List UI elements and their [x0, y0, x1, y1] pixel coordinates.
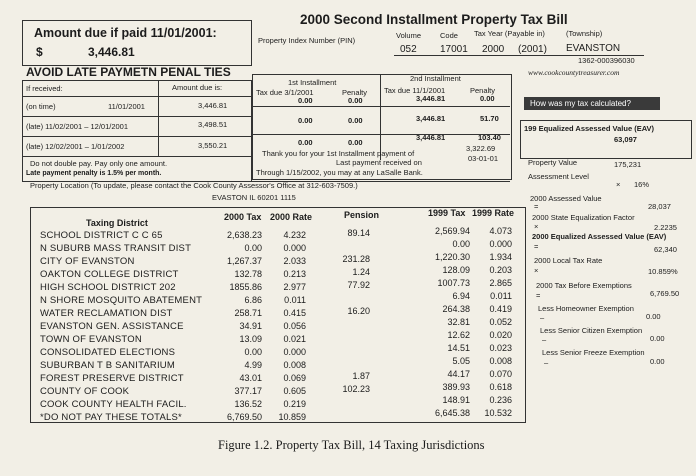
district-value: 32.81 — [447, 317, 470, 327]
inst-cell: 0.00 — [348, 138, 363, 147]
if-received-header: If received: — [26, 84, 63, 93]
equals-symbol: = — [534, 202, 539, 211]
amount-due-header: Amount due is: — [172, 83, 223, 92]
before-exemptions: 6,769.50 — [650, 289, 680, 298]
website-link[interactable]: www.cookcountytreasurer.com — [528, 68, 620, 77]
late-row-date: 11/01/2001 — [108, 102, 145, 111]
property-location-label: Property Location (To update, please contact the Cook County Assessor's Office at 312-603-7509.) — [30, 181, 358, 190]
district-value: 10.859 — [278, 412, 306, 422]
payable-in-value: (2001) — [518, 44, 547, 55]
district-value: 0.415 — [283, 308, 306, 318]
late-row-amount: 3,498.51 — [198, 120, 228, 129]
equals-symbol: = — [534, 242, 539, 251]
district-name: SCHOOL DISTRICT C C 65 — [40, 230, 163, 241]
district-name: HIGH SCHOOL DISTRICT 202 — [40, 282, 176, 293]
volume-value: 052 — [400, 44, 417, 55]
district-value: 0.219 — [283, 399, 306, 409]
avoid-penalties-heading: AVOID LATE PAYMETN PENAL TIES — [26, 65, 231, 79]
district-name: COOK COUNTY HEALTH FACIL. — [40, 399, 187, 410]
late-row-label: (late) 11/02/2001 – 12/01/2001 — [26, 122, 129, 131]
district-value: 89.14 — [347, 228, 370, 238]
eav-1999-label: 199 Equalized Assessed Value (EAV) — [524, 124, 655, 133]
district-value: 0.000 — [283, 347, 306, 357]
amount-due-label: Amount due if paid 11/01/2001: — [34, 26, 217, 40]
district-value: 0.00 — [244, 243, 262, 253]
minus-symbol: – — [540, 313, 545, 322]
district-name: TOWN OF EVANSTON — [40, 334, 142, 345]
local-rate-label: 2000 Local Tax Rate — [534, 256, 603, 265]
district-value: 4.073 — [489, 226, 512, 236]
thanks-line1: Thank you for your 1st Installment payment of — [262, 149, 415, 158]
property-value: 175,231 — [614, 160, 642, 169]
penalty-label: Penalty — [470, 86, 496, 95]
district-value: 0.020 — [489, 330, 512, 340]
district-value: 43.01 — [239, 373, 262, 383]
district-header: Taxing District — [86, 218, 148, 228]
thanks-amount: 3,322.69 — [466, 144, 496, 153]
eav-2000-label: 2000 Equalized Assessed Value (EAV) — [532, 232, 667, 241]
district-value: 2.865 — [489, 278, 512, 288]
times-symbol: × — [616, 180, 621, 189]
district-value: 0.00 — [244, 347, 262, 357]
district-value: 0.236 — [489, 395, 512, 405]
district-value: 4.99 — [244, 360, 262, 370]
thanks-line3: Through 1/15/2002, you may at any LaSalle Bank. — [256, 168, 423, 177]
district-value: 13.09 — [239, 334, 262, 344]
district-value: 5.05 — [452, 356, 470, 366]
district-name: CITY OF EVANSTON — [40, 256, 135, 267]
district-value: 0.419 — [489, 304, 512, 314]
code-label: Code — [440, 31, 458, 40]
state-factor: 2.2235 — [654, 223, 677, 232]
district-value: 0.213 — [283, 269, 306, 279]
district-value: 0.052 — [489, 317, 512, 327]
district-value: 0.069 — [283, 373, 306, 383]
inst-cell: 51.70 — [480, 114, 499, 123]
district-value: 0.008 — [283, 360, 306, 370]
district-value: 258.71 — [234, 308, 262, 318]
district-value: 264.38 — [442, 304, 470, 314]
thanks-date: 03-01-01 — [468, 154, 499, 163]
district-value: 0.023 — [489, 343, 512, 353]
inst-cell: 0.00 — [298, 138, 313, 147]
freeze-label: Less Senior Freeze Exemption — [542, 348, 645, 357]
before-exemptions-label: 2000 Tax Before Exemptions — [536, 281, 632, 290]
district-value: 6.94 — [452, 291, 470, 301]
homeowner-value: 0.00 — [646, 312, 661, 321]
district-value: 132.78 — [234, 269, 262, 279]
district-value: 231.28 — [342, 254, 370, 264]
senior-value: 0.00 — [650, 334, 665, 343]
district-value: 2,569.94 — [434, 226, 470, 236]
eav-2000-value: 62,340 — [654, 245, 677, 254]
state-factor-label: 2000 State Equalization Factor — [532, 213, 635, 222]
tax-1999-header: 1999 Tax — [428, 208, 466, 218]
late-row-amount: 3,446.81 — [198, 101, 228, 110]
district-name: N SUBURB MASS TRANSIT DIST — [40, 243, 192, 254]
thanks-line2: Last payment received on — [336, 158, 422, 167]
district-value: 1,267.37 — [226, 256, 262, 266]
eav-1999-value: 63,097 — [614, 135, 637, 144]
district-value: 12.62 — [447, 330, 470, 340]
district-value: 4.232 — [283, 230, 306, 240]
inst-cell: 0.00 — [298, 116, 313, 125]
district-value: 0.070 — [489, 369, 512, 379]
tax-2000-header: 2000 Tax — [224, 212, 262, 222]
district-value: 0.056 — [283, 321, 306, 331]
penalty-label: Penalty — [342, 88, 368, 97]
district-value: 16.20 — [347, 306, 370, 316]
figure-caption: Figure 1.2. Property Tax Bill, 14 Taxing Jurisdictions — [218, 438, 485, 452]
amount-due-value: 3,446.81 — [88, 45, 135, 59]
rate-2000-header: 2000 Rate — [270, 212, 313, 222]
late-row-amount: 3,550.21 — [198, 141, 228, 150]
code-value: 17001 — [440, 44, 468, 55]
freeze-value: 0.00 — [650, 357, 665, 366]
district-value: 77.92 — [347, 280, 370, 290]
late-row-label: (late) 12/02/2001 – 1/01/2002 — [26, 142, 125, 151]
district-value: 0.011 — [490, 291, 512, 301]
late-penalty-note: Late payment penalty is 1.5% per month. — [26, 170, 162, 177]
first-due-label: Tax due 3/1/2001 — [256, 88, 314, 97]
district-value: 1.934 — [489, 252, 512, 262]
district-value: 0.203 — [489, 265, 512, 275]
property-location: EVASTON IL 60201 1115 — [212, 193, 296, 202]
district-value: 102.23 — [342, 384, 370, 394]
township-value: EVANSTON — [566, 43, 621, 54]
assessment-level: 16% — [634, 180, 650, 189]
district-value: 6.86 — [244, 295, 262, 305]
inst-cell: 3,446.81 — [416, 94, 446, 103]
pin-value: 1362-000396030 — [578, 56, 635, 65]
inst-cell: 3,446.81 — [416, 133, 446, 142]
district-value: 1.87 — [352, 371, 370, 381]
pension-header: Pension — [344, 210, 380, 220]
district-value: 6,645.38 — [434, 408, 470, 418]
district-name: CONSOLIDATED ELECTIONS — [40, 347, 176, 358]
district-name: SUBURBAN T B SANITARIUM — [40, 360, 175, 371]
district-value: 10.532 — [484, 408, 512, 418]
double-pay-note: Do not double pay. Pay only one amount. — [30, 159, 168, 168]
district-value: 14.51 — [447, 343, 470, 353]
late-row-label: (on time) — [26, 102, 56, 111]
district-name: EVANSTON GEN. ASSISTANCE — [40, 321, 184, 332]
township-label: (Township) — [566, 29, 603, 38]
district-value: 0.000 — [489, 239, 512, 249]
district-name: N SHORE MOSQUITO ABATEMENT — [40, 295, 203, 306]
district-value: 2.977 — [283, 282, 306, 292]
district-name: FOREST PRESERVE DISTRICT — [40, 373, 184, 384]
district-value: 1,220.30 — [434, 252, 470, 262]
district-value: 2.033 — [283, 256, 306, 266]
inst-cell: 0.00 — [348, 96, 363, 105]
district-value: 1855.86 — [229, 282, 262, 292]
district-value: 136.52 — [234, 399, 262, 409]
district-value: 0.008 — [489, 356, 512, 366]
district-value: 0.000 — [283, 243, 306, 253]
district-value: 0.021 — [283, 334, 306, 344]
district-name: COUNTY OF COOK — [40, 386, 130, 397]
district-value: 377.17 — [234, 386, 262, 396]
minus-symbol: – — [544, 358, 549, 367]
first-installment-label: 1st Installment — [288, 78, 337, 87]
inst-cell: 0.00 — [298, 96, 313, 105]
district-value: 1.24 — [352, 267, 370, 277]
how-calculated-button[interactable]: How was my tax calculated? — [524, 97, 660, 110]
times-symbol: × — [534, 222, 539, 231]
inst-cell: 103.40 — [478, 133, 501, 142]
currency-symbol: $ — [36, 45, 43, 59]
district-value: 44.17 — [447, 369, 470, 379]
district-value: 1007.73 — [437, 278, 470, 288]
homeowner-label: Less Homeowner Exemption — [538, 304, 634, 313]
district-value: 0.605 — [283, 386, 306, 396]
property-value-label: Property Value — [528, 158, 578, 167]
assessed-value: 28,037 — [648, 202, 671, 211]
local-rate: 10.859% — [648, 267, 678, 276]
assessed-value-label: 2000 Assessed Value — [530, 194, 602, 203]
second-installment-label: 2nd Installment — [410, 74, 461, 83]
volume-label: Volume — [396, 31, 422, 40]
rate-1999-header: 1999 Rate — [472, 208, 515, 218]
inst-cell: 3,446.81 — [416, 114, 446, 123]
district-value: 2,638.23 — [226, 230, 262, 240]
inst-cell: 0.00 — [348, 116, 363, 125]
tax-year-label: Tax Year (Payable in) — [474, 29, 545, 38]
senior-label: Less Senior Citizen Exemption — [540, 326, 643, 335]
district-value: 0.00 — [452, 239, 470, 249]
district-value: 0.618 — [489, 382, 512, 392]
second-due-label: Tax due 11/1/2001 — [384, 86, 446, 95]
inst-cell: 0.00 — [480, 94, 495, 103]
district-name: *DO NOT PAY THESE TOTALS* — [40, 412, 182, 423]
bill-title: 2000 Second Installment Property Tax Bill — [300, 12, 568, 27]
district-value: 6,769.50 — [226, 412, 262, 422]
district-value: 128.09 — [442, 265, 470, 275]
district-value: 0.011 — [284, 295, 306, 305]
equals-symbol: = — [536, 291, 541, 300]
times-symbol: × — [534, 266, 539, 275]
district-name: OAKTON COLLEGE DISTRICT — [40, 269, 179, 280]
assessment-level-label: Assessment Level — [528, 172, 589, 181]
district-value: 148.91 — [442, 395, 470, 405]
tax-year-value: 2000 — [482, 44, 505, 55]
pin-label: Property Index Number (PIN) — [258, 36, 356, 45]
district-value: 34.91 — [239, 321, 262, 331]
minus-symbol: – — [542, 335, 547, 344]
district-name: WATER RECLAMATION DIST — [40, 308, 173, 319]
district-value: 389.93 — [442, 382, 470, 392]
